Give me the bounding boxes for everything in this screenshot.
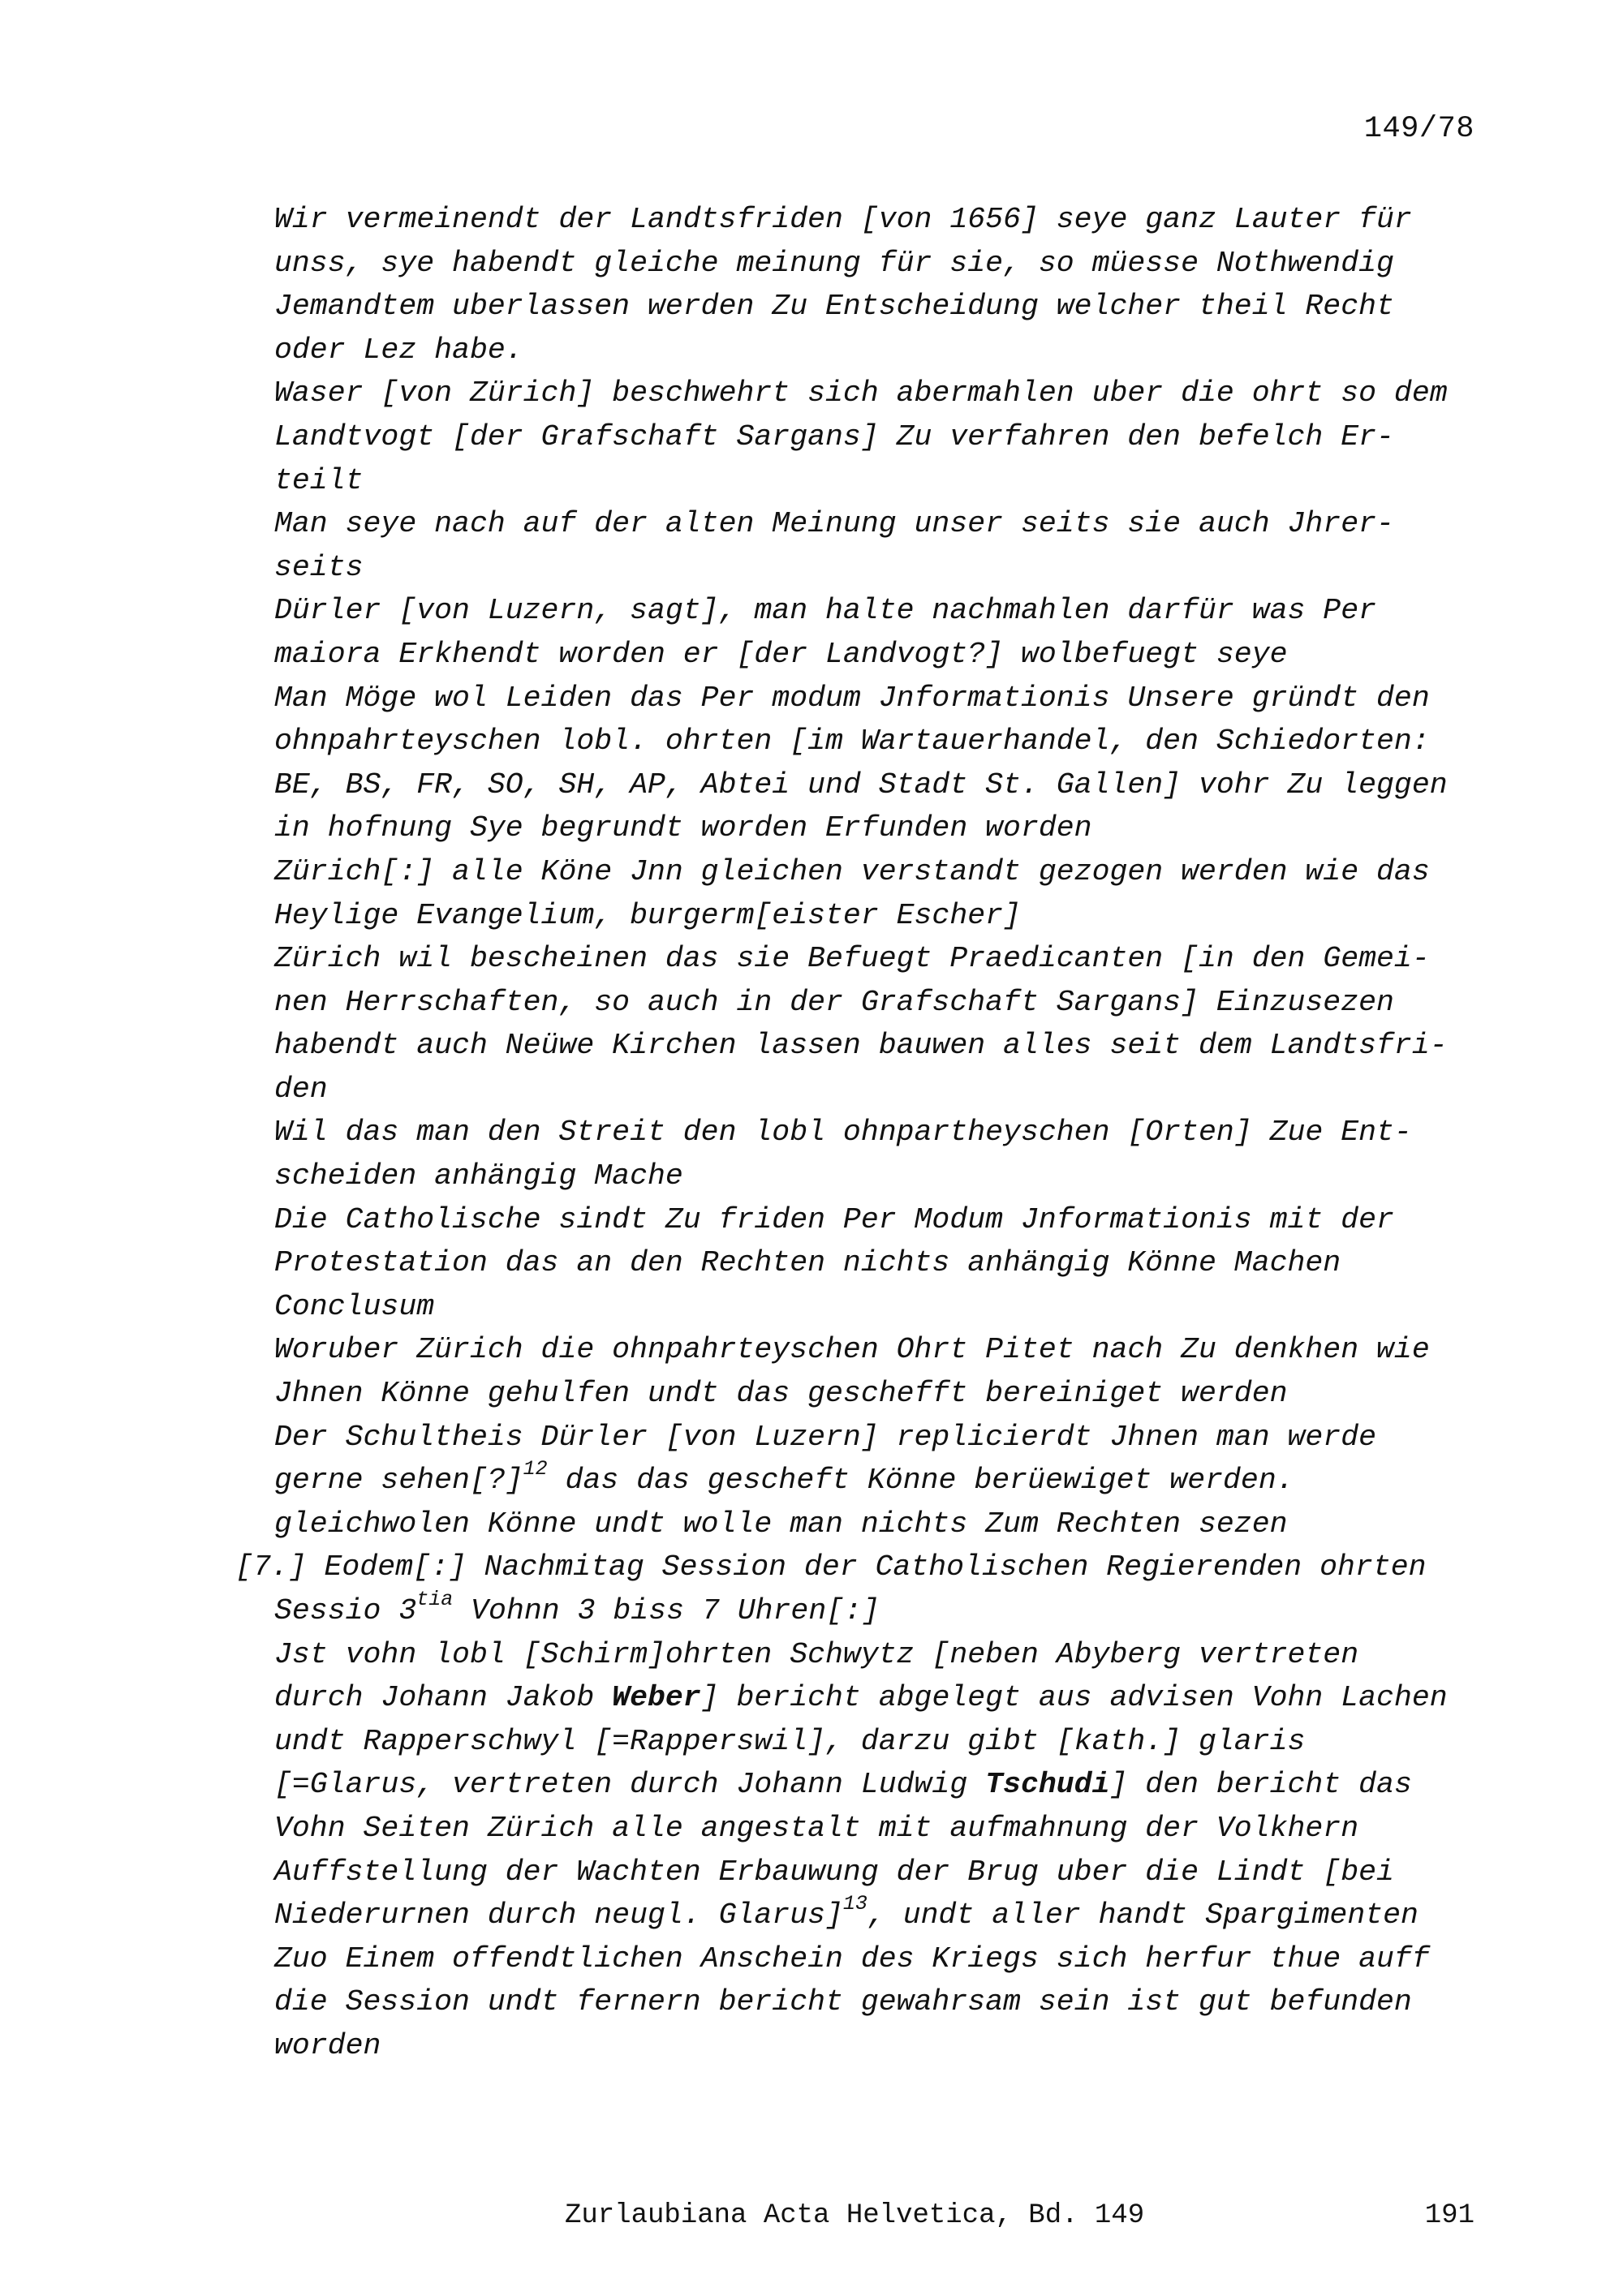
text-line: Zürich wil bescheinen das sie Befuegt Praedicanten [in den Gemei- <box>274 942 1430 976</box>
text-fragment: Sessio 3 <box>274 1594 417 1627</box>
footer-page-number: 191 <box>1424 2200 1474 2231</box>
footnote-marker[interactable]: 12 <box>523 1457 548 1481</box>
text-fragment: Vohnn 3 biss 7 Uhren[:] <box>453 1594 880 1627</box>
text-line: undt Rapperschwyl [=Rapperswil], darzu gibt [kath.] glaris <box>274 1724 1306 1758</box>
text-fragment: das das gescheft Könne berüewiget werden. <box>547 1464 1294 1498</box>
text-line: Zuo Einem offendtlichen Anschein des Kriegs sich herfur thue auff <box>274 1941 1430 1976</box>
text-line <box>274 1763 1483 1807</box>
text-line: Conclusum <box>274 1289 435 1323</box>
text-fragment: Niederurnen durch neugl. Glarus] <box>274 1898 843 1933</box>
text-line: Wil das man den Streit den lobl ohnpartheyschen [Orten] Zue Ent- <box>274 1116 1412 1150</box>
section-heading-7: [7.] Eodem[:] Nachmitag Session der Catholischen Regierenden ohrten <box>235 1550 1427 1584</box>
text-line: teilt <box>274 463 364 497</box>
text-line: Zürich[:] alle Köne Jnn gleichen verstandt gezogen werden wie das <box>274 854 1430 888</box>
text-line: Wir vermeinendt der Landtsfriden [von 1656] seye ganz Lauter für <box>274 203 1412 236</box>
footer-title: Zurlaubiana Acta Helvetica, Bd. 149 <box>565 2200 1145 2231</box>
page-reference: 149/78 <box>1363 112 1474 146</box>
text-line: Der Schultheis Dürler [von Luzern] replicierdt Jhnen man werde <box>274 1420 1377 1454</box>
text-line: nen Herrschaften, so auch in der Grafschaft Sargans] Einzusezen <box>274 985 1394 1019</box>
text-line: Vohn Seiten Zürich alle angestalt mit aufmahnung der Volkhern <box>274 1811 1359 1845</box>
text-line: habendt auch Neüwe Kirchen lassen bauwen alles seit dem Landtsfri- <box>274 1029 1448 1063</box>
text-line: Waser [von Zürich] beschwehrt sich abermahlen uber die ohrt so dem <box>274 376 1448 411</box>
text-fragment: gerne sehen[?] <box>274 1464 523 1498</box>
text-line: unss, sye habendt gleiche meinung für sie, so müesse Nothwendig <box>274 246 1394 280</box>
text-line: scheiden anhängig Mache <box>274 1159 683 1193</box>
text-line: worden <box>274 2028 381 2062</box>
text-line: in hofnung Sye begrundt worden Erfunden worden <box>274 811 1092 845</box>
text-line: maiora Erkhendt worden er [der Landvogt?] wolbefuegt seye <box>274 637 1288 671</box>
text-line: Jst vohn lobl [Schirm]ohrten Schwytz [neben Abyberg vertreten <box>274 1637 1359 1671</box>
person-name-bold: Weber <box>612 1681 701 1715</box>
text-fragment: , undt aller handt Spargimenten <box>867 1898 1419 1933</box>
text-line: Woruber Zürich die ohnpahrteyschen Ohrt Pitet nach Zu denkhen wie <box>274 1333 1430 1367</box>
text-line-footnote-12 <box>274 1459 1483 1503</box>
text-line: die Session undt fernern bericht gewahrsam sein ist gut befunden <box>274 1985 1412 2019</box>
document-body <box>235 198 1483 2068</box>
text-line: Man seye nach auf der alten Meinung unser seits sie auch Jhrer- <box>274 507 1394 541</box>
text-line: Heylige Evangelium, burgerm[eister Escher] <box>274 898 1021 932</box>
session-line <box>274 1589 1483 1633</box>
text-fragment: ] bericht abgelegt aus advisen Vohn Lachen <box>700 1681 1448 1715</box>
text-line: Jhnen Könne gehulfen undt das geschefft bereiniget werden <box>274 1377 1288 1411</box>
text-line: Auffstellung der Wachten Erbauwung der Brug uber die Lindt [bei <box>274 1855 1394 1889</box>
text-line: Landtvogt [der Grafschaft Sargans] Zu verfahren den befelch Er- <box>274 419 1394 454</box>
text-fragment: durch Johann Jakob <box>274 1681 613 1715</box>
text-line: seits <box>274 550 364 584</box>
text-line <box>274 1676 1483 1720</box>
footnote-marker[interactable]: 13 <box>842 1892 867 1915</box>
text-line: ohnpahrteyschen lobl. ohrten [im Wartauerhandel, den Schiedorten: <box>274 724 1430 759</box>
text-line: BE, BS, FR, SO, SH, AP, Abtei und Stadt St. Gallen] vohr Zu leggen <box>274 767 1448 802</box>
text-line: gleichwolen Könne undt wolle man nichts Zum Rechten sezen <box>274 1507 1288 1541</box>
text-line-footnote-13 <box>274 1894 1483 1937</box>
text-fragment: ] den bericht das <box>1109 1768 1412 1802</box>
text-line: Man Möge wol Leiden das Per modum Jnformationis Unsere gründt den <box>274 681 1430 715</box>
text-line: Dürler [von Luzern, sagt], man halte nachmahlen darfür was Per <box>274 594 1377 628</box>
text-line: oder Lez habe. <box>274 333 523 367</box>
text-fragment: [=Glarus, vertreten durch Johann Ludwig <box>274 1768 986 1802</box>
text-line: Protestation das an den Rechten nichts anhängig Könne Machen <box>274 1246 1341 1280</box>
text-line: den <box>274 1072 328 1106</box>
text-line: Jemandtem uberlassen werden Zu Entscheidung welcher theil Recht <box>274 290 1394 324</box>
person-name-bold: Tschudi <box>985 1768 1110 1802</box>
ordinal-superscript: tia <box>416 1587 454 1611</box>
text-line: Die Catholische sindt Zu friden Per Modum Jnformationis mit der <box>274 1202 1394 1236</box>
